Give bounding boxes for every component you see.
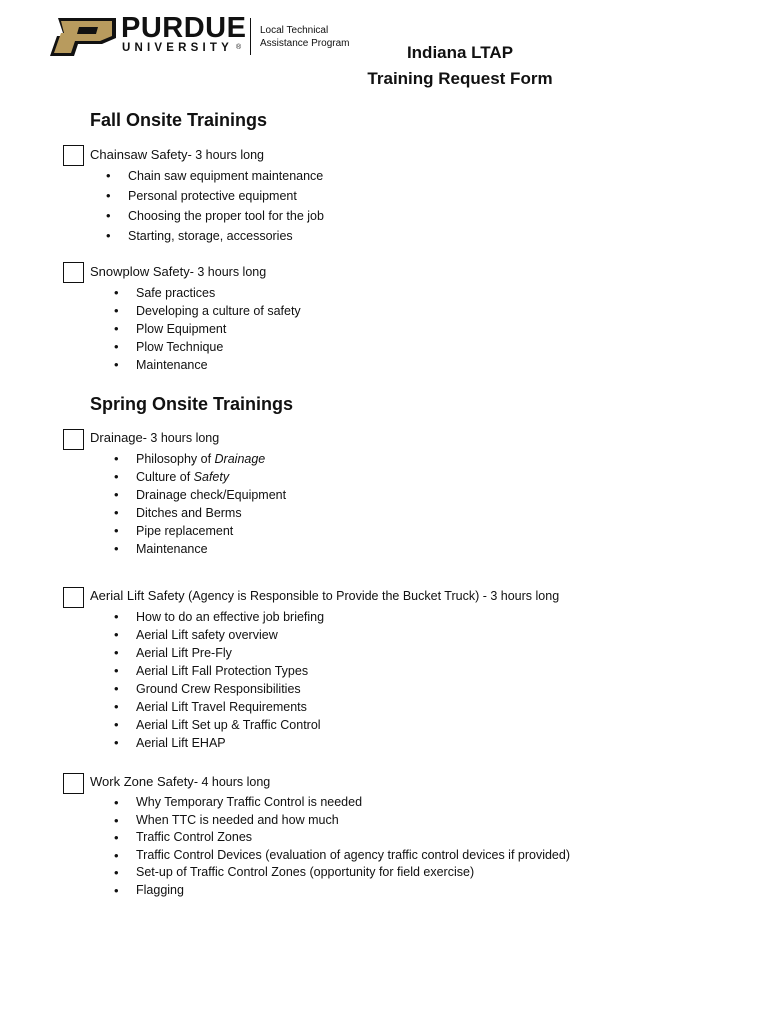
topic-list-aerial-lift-safety — [136, 608, 324, 752]
course-title-snowplow-safety — [90, 264, 266, 279]
section-heading-fall: Fall Onsite Trainings — [90, 110, 268, 130]
list-item: • Aerial Lift EHAP — [136, 734, 324, 752]
list-item: • Aerial Lift Fall Protection Types — [136, 662, 324, 680]
course-duration: - 4 hours long — [193, 775, 271, 789]
list-item: • Plow Equipment — [136, 320, 301, 338]
checkbox-work-zone-safety[interactable] — [63, 773, 84, 794]
list-item: • Plow Technique — [136, 338, 301, 356]
list-item: • Personal protective equipment — [128, 186, 324, 206]
course-name: Drainage — [90, 430, 143, 445]
list-item: • Developing a culture of safety — [136, 302, 301, 320]
list-item: • Philosophy of Drainage — [136, 450, 286, 468]
course-title-drainage — [90, 430, 219, 445]
emphasized-word: Safety — [193, 470, 230, 484]
form-title-line-1: Indiana LTAP — [406, 43, 514, 62]
purdue-p-logo-icon — [50, 18, 116, 56]
list-item: • Maintenance — [136, 540, 286, 558]
list-item: • Set-up of Traffic Control Zones (opportunity for field exercise) — [136, 864, 570, 882]
list-item: • Aerial Lift Travel Requirements — [136, 698, 324, 716]
list-item: • Culture of Safety — [136, 468, 286, 486]
university-wordmark: UNIVERSITY — [122, 42, 234, 54]
list-item: • Traffic Control Devices (evaluation of agency traffic control devices if provided) — [136, 847, 570, 865]
list-item: • How to do an effective job briefing — [136, 608, 324, 626]
course-duration: - 3 hours long — [189, 265, 267, 279]
purdue-wordmark: PURDUE — [121, 12, 247, 44]
list-item: • Drainage check/Equipment — [136, 486, 286, 504]
list-item: • Aerial Lift Pre-Fly — [136, 644, 324, 662]
emphasized-word: Drainage — [214, 452, 266, 466]
list-item: • Aerial Lift Set up & Traffic Control — [136, 716, 324, 734]
list-item: • Maintenance — [136, 356, 301, 374]
topic-list-chainsaw-safety — [128, 166, 324, 246]
list-item: • When TTC is needed and how much — [136, 812, 570, 830]
list-item: • Why Temporary Traffic Control is needed — [136, 794, 570, 812]
list-item: • Traffic Control Zones — [136, 829, 570, 847]
checkbox-aerial-lift-safety[interactable] — [63, 587, 84, 608]
course-name: Snowplow Safety — [90, 264, 190, 279]
course-name: Aerial Lift Safety — [90, 588, 185, 603]
list-item: • Pipe replacement — [136, 522, 286, 540]
course-title-chainsaw-safety — [90, 147, 264, 162]
course-name: Work Zone Safety — [90, 774, 194, 789]
list-item: • Flagging — [136, 882, 570, 900]
list-item: • Safe practices — [136, 284, 301, 302]
ltap-line-1: Local Technical — [260, 25, 329, 36]
form-title — [320, 40, 600, 92]
list-item: • Choosing the proper tool for the job — [128, 206, 324, 226]
checkbox-drainage[interactable] — [63, 429, 84, 450]
list-item: • Ground Crew Responsibilities — [136, 680, 324, 698]
course-duration: (Agency is Responsible to Provide the Bucket Truck) - 3 hours long — [184, 589, 560, 603]
list-item: • Aerial Lift safety overview — [136, 626, 324, 644]
course-title-aerial-lift-safety — [90, 588, 559, 603]
checkbox-snowplow-safety[interactable] — [63, 262, 84, 283]
list-item: • Starting, storage, accessories — [128, 226, 324, 246]
registered-mark: ® — [236, 44, 242, 51]
logo-divider — [250, 18, 251, 55]
topic-list-work-zone-safety — [136, 794, 570, 899]
course-title-work-zone-safety — [90, 774, 270, 789]
section-heading-spring: Spring Onsite Trainings — [90, 394, 294, 414]
list-item: • Ditches and Berms — [136, 504, 286, 522]
checkbox-chainsaw-safety[interactable] — [63, 145, 84, 166]
course-duration: - 3 hours long — [187, 148, 264, 162]
list-item: • Chain saw equipment maintenance — [128, 166, 324, 186]
ltap-line-2: Assistance Program — [260, 38, 350, 49]
form-title-line-2: Training Request Form — [367, 69, 553, 88]
course-duration: - 3 hours long — [142, 431, 220, 445]
topic-list-drainage — [136, 450, 286, 558]
course-name: Chainsaw Safety — [90, 147, 188, 162]
topic-list-snowplow-safety — [136, 284, 301, 374]
